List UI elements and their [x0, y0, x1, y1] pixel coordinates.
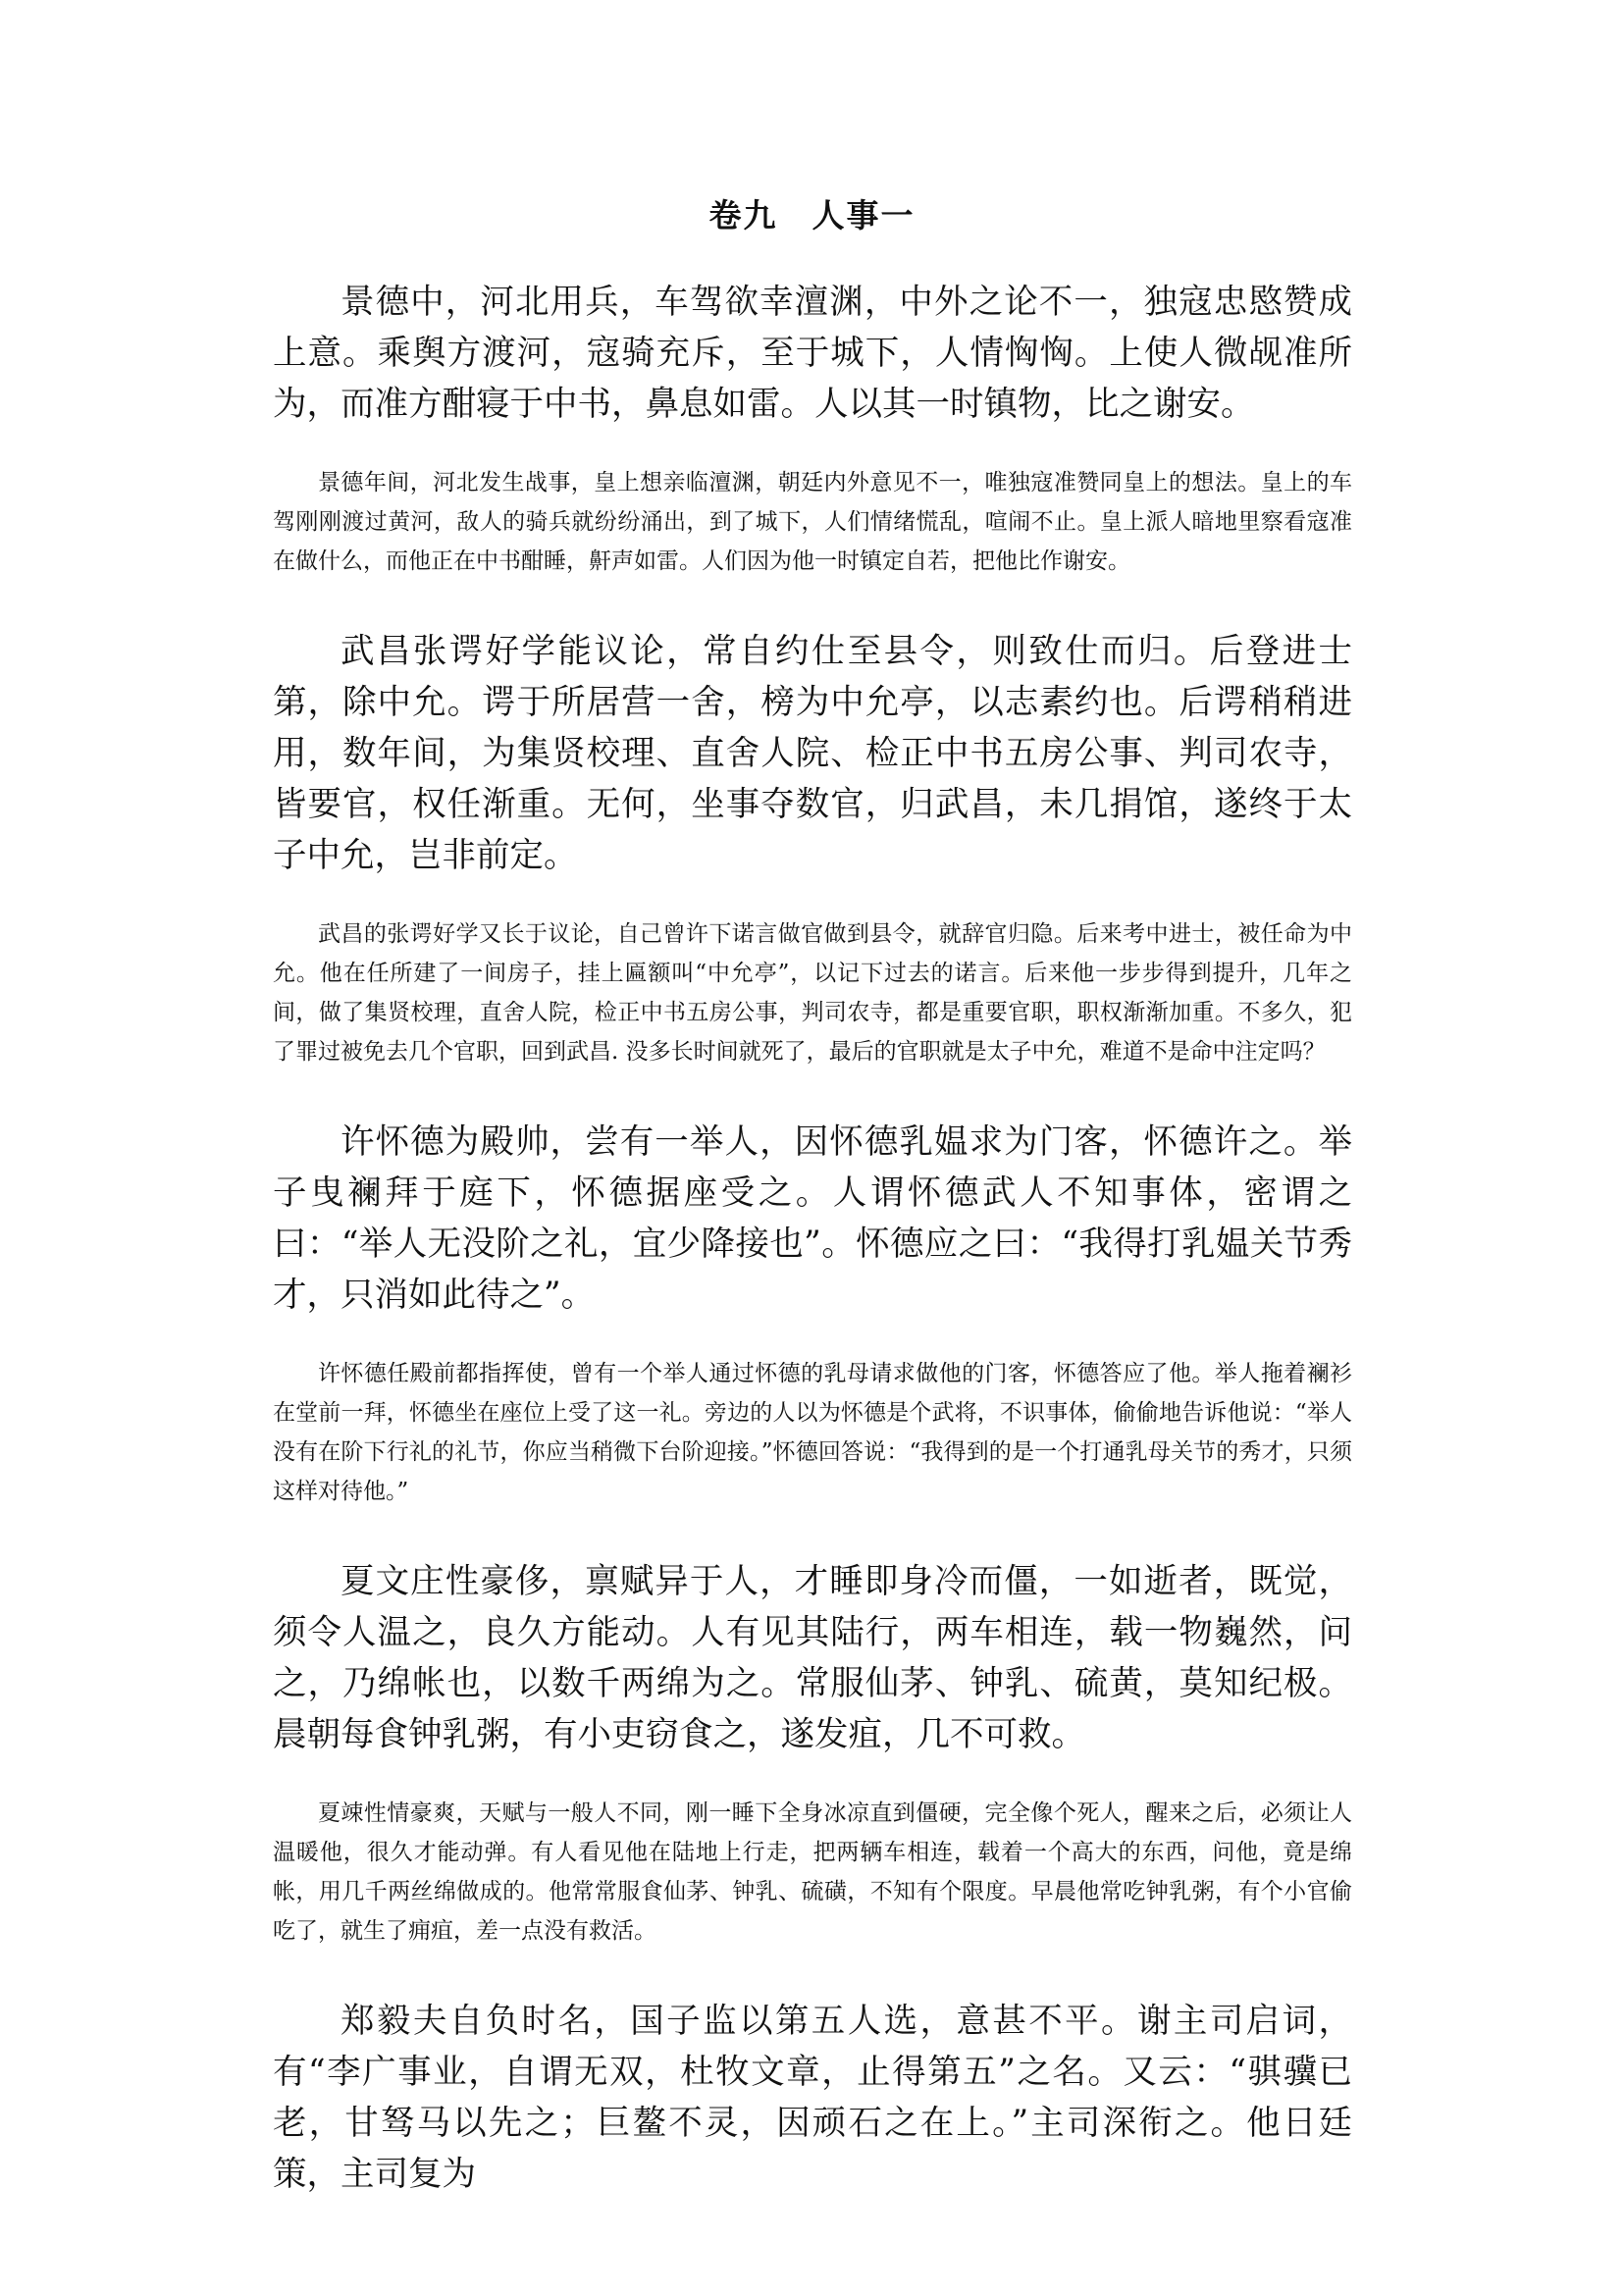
- translation-paragraph-1: 景德年间，河北发生战事，皇上想亲临澶渊，朝廷内外意见不一，唯独寇准赞同皇上的想法。皇上的车驾刚刚渡过黄河，敌人的骑兵就纷纷涌出，到了城下，人们情绪慌乱，喧闹不止。皇上派人暗地里察看寇准在做什么，而他正在中书酣睡，鼾声如雷。人们因为他一时镇定自若，把他比作谢安。: [273, 470, 1352, 574]
- original-paragraph-4: 夏文庄性豪侈，禀赋异于人，才睡即身冷而僵，一如逝者，既觉，须令人温之，良久方能动。人有见其陆行，两车相连，载一物巍然，问之，乃绵帐也，以数千两绵为之。常服仙茅、钟乳、硫黄，莫知纪极。晨朝每食钟乳粥，有小吏窃食之，遂发疽，几不可救。: [273, 1562, 1352, 1754]
- original-paragraph-3: 许怀德为殿帅，尝有一举人，因怀德乳媪求为门客，怀德许之。举子曳襕拜于庭下，怀德据座受之。人谓怀德武人不知事体，密谓之曰：“举人无没阶之礼，宜少降接也”。怀德应之曰：“我得打乳媪关节秀才，只消如此待之”。: [273, 1122, 1352, 1315]
- translation-paragraph-3: 许怀德任殿前都指挥使，曾有一个举人通过怀德的乳母请求做他的门客，怀德答应了他。举人拖着襕衫在堂前一拜，怀德坐在座位上受了这一礼。旁边的人以为怀德是个武将，不识事体，偷偷地告诉他说：“举人没有在阶下行礼的礼节，你应当稍微下台阶迎接。”怀德回答说：“我得到的是一个打通乳母关节的秀才，只须这样对待他。”: [273, 1361, 1352, 1504]
- chapter-title: 卷九 人事一: [708, 196, 916, 235]
- translation-paragraph-2: 武昌的张谔好学又长于议论，自己曾许下诺言做官做到县令，就辞官归隐。后来考中进士，被任命为中允。他在任所建了一间房子，挂上匾额叫“中允亭”，以记下过去的诺言。后来他一步步得到提升，几年之间，做了集贤校理，直舍人院，检正中书五房公事，判司农寺，都是重要官职，职权渐渐加重。不多久，犯了罪过被免去几个官职，回到武昌. 没多长时间就死了，最后的官职就是太子中允，难道不是命中注定吗？: [273, 921, 1352, 1065]
- original-paragraph-5: 郑毅夫自负时名，国子监以第五人选，意甚不平。谢主司启词，有“李广事业，自谓无双，杜牧文章，止得第五”之名。又云：“骐骥已老，甘驽马以先之；巨鳌不灵，因顽石之在上。”主司深衔之。他日廷策，主司复为: [273, 2002, 1352, 2194]
- original-paragraph-1: 景德中，河北用兵，车驾欲幸澶渊，中外之论不一，独寇忠愍赞成上意。乘舆方渡河，寇骑充斥，至于城下，人情恟恟。上使人微觇准所为，而准方酣寝于中书，鼻息如雷。人以其一时镇物，比之谢安。: [273, 283, 1352, 424]
- document-body: [273, 277, 1352, 2200]
- translation-paragraph-4: 夏竦性情豪爽，天赋与一般人不同，刚一睡下全身冰凉直到僵硬，完全像个死人，醒来之后，必须让人温暖他，很久才能动弹。有人看见他在陆地上行走，把两辆车相连，载着一个高大的东西，问他，竟是绵帐，用几千两丝绵做成的。他常常服食仙茅、钟乳、硫磺，不知有个限度。早晨他常吃钟乳粥，有个小官偷吃了，就生了痈疽，差一点没有救活。: [273, 1800, 1352, 1944]
- original-paragraph-2: 武昌张谔好学能议论，常自约仕至县令，则致仕而归。后登进士第，除中允。谔于所居营一舍，榜为中允亭，以志素约也。后谔稍稍进用，数年间，为集贤校理、直舍人院、检正中书五房公事、判司农寺，皆要官，权任渐重。无何，坐事夺数官，归武昌，未几捐馆，遂终于太子中允，岂非前定。: [273, 632, 1352, 875]
